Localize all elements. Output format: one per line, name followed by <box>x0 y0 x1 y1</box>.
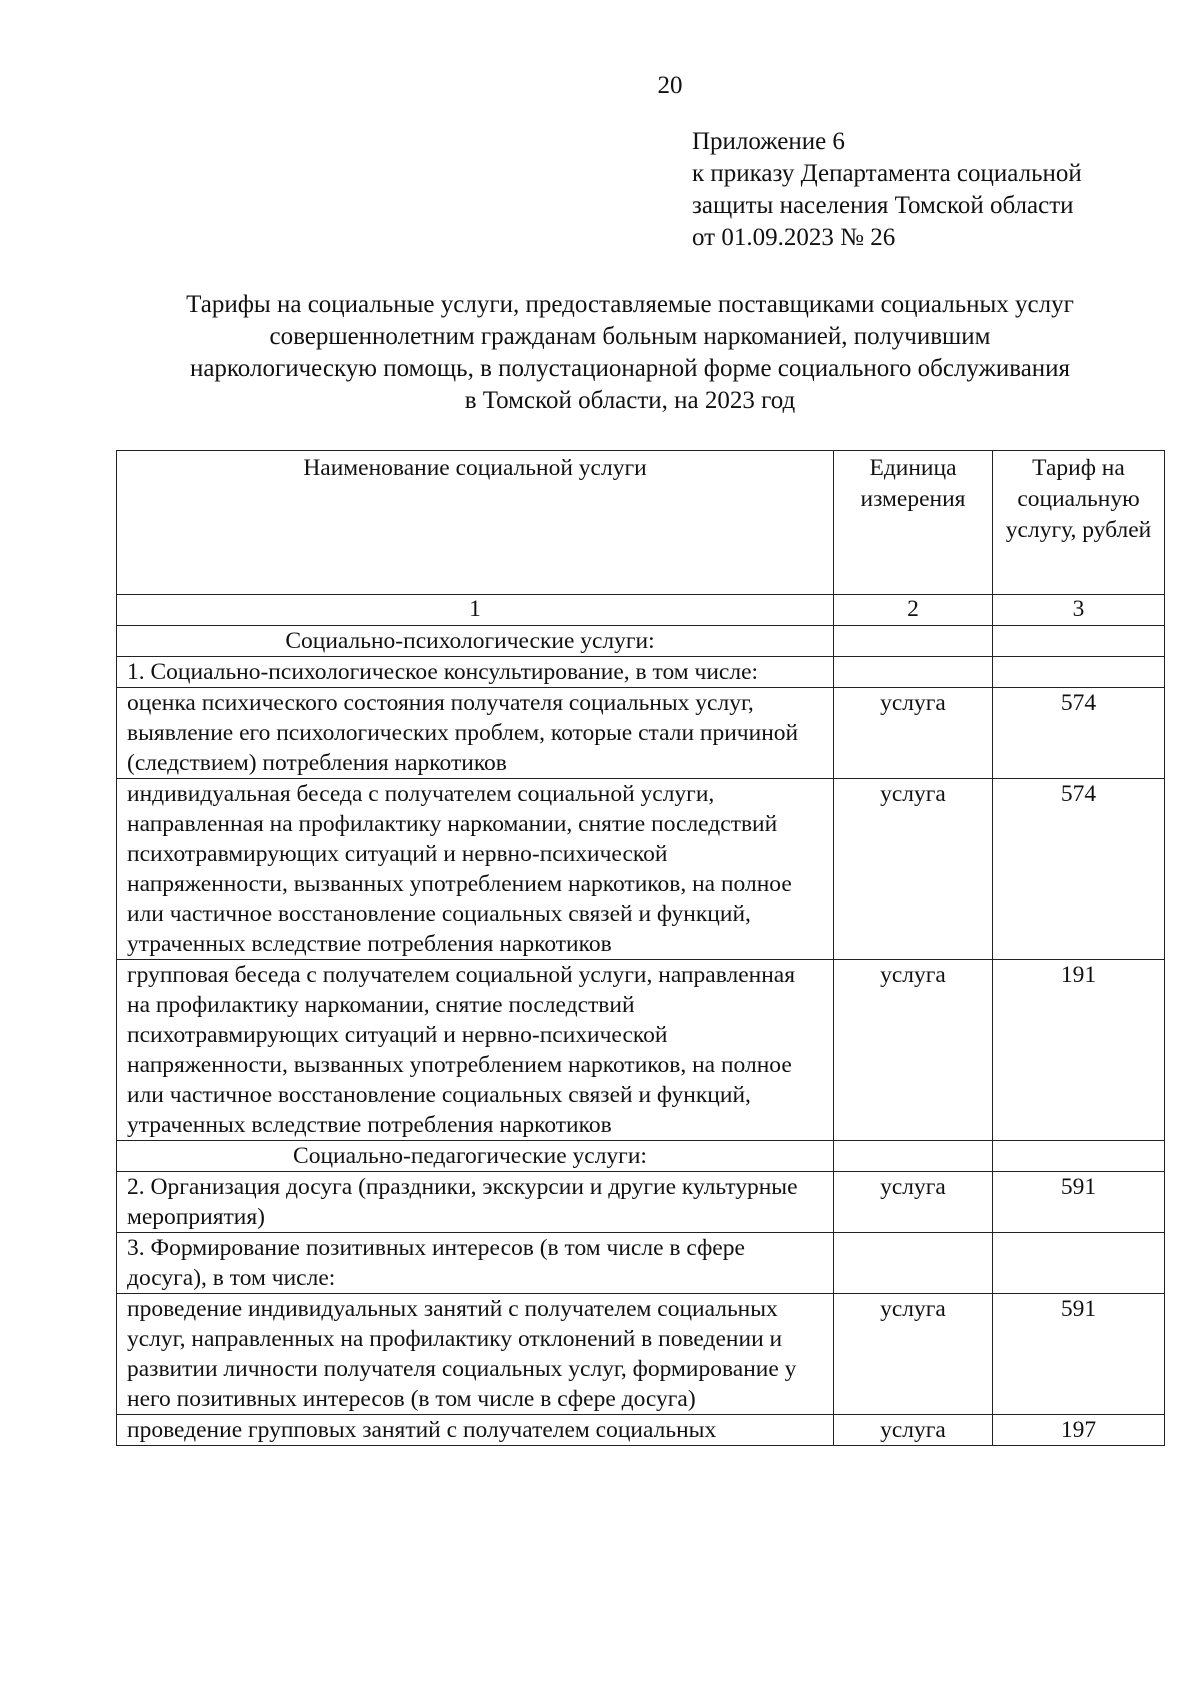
service-name-cell: проведение групповых занятий с получателем социальных <box>117 1415 834 1446</box>
table-row <box>117 688 1165 779</box>
unit-cell: услуга <box>834 688 993 779</box>
tariff-cell: 191 <box>993 960 1165 1141</box>
tariff-cell: 591 <box>993 1294 1165 1415</box>
header-service-name: Наименование социальной услуги <box>117 451 834 595</box>
table-row <box>117 1415 1165 1446</box>
tariff-cell <box>993 1233 1165 1294</box>
service-name-cell: 2. Организация досуга (праздники, экскурсии и другие культурные мероприятия) <box>117 1172 834 1233</box>
column-numbering-row <box>117 595 1165 626</box>
title-line: совершеннолетним гражданам больным наркоманией, получившим <box>269 323 991 350</box>
appendix-line: к приказу Департамента социальной <box>692 160 1082 187</box>
page-number: 20 <box>657 72 683 99</box>
tariff-cell: 591 <box>993 1172 1165 1233</box>
unit-cell <box>834 1141 993 1172</box>
tariff-cell: 197 <box>993 1415 1165 1446</box>
table-row <box>117 657 1165 688</box>
unit-cell <box>834 1233 993 1294</box>
unit-cell: услуга <box>834 779 993 960</box>
tariffs-table <box>116 450 1165 1446</box>
unit-cell: услуга <box>834 1415 993 1446</box>
tariff-cell <box>993 1141 1165 1172</box>
section-row <box>117 626 1165 657</box>
table-header-row <box>117 451 1165 595</box>
section-title: Социально-педагогические услуги: <box>117 1141 834 1172</box>
tariff-cell: 574 <box>993 779 1165 960</box>
table-row <box>117 1294 1165 1415</box>
column-number: 3 <box>993 595 1165 626</box>
service-name-cell: индивидуальная беседа с получателем социальной услуги, направленная на профилактику наркомании, снятие последствий психотравмирующих ситуаций и нервно-психической напряженности, вызванных употреблением наркотиков, на полное или частичное восстановление социальных связей и функций, утраченных вследствие потребления наркотиков <box>117 779 834 960</box>
header-unit: Единица измерения <box>834 451 993 595</box>
appendix-line: от 01.09.2023 № 26 <box>692 224 896 251</box>
appendix-block <box>692 126 1082 254</box>
table-row <box>117 779 1165 960</box>
column-number: 1 <box>117 595 834 626</box>
unit-cell: услуга <box>834 960 993 1141</box>
service-name-cell: 1. Социально-психологическое консультирование, в том числе: <box>117 657 834 688</box>
header-tariff: Тариф на социальную услугу, рублей <box>993 451 1165 595</box>
table-row <box>117 1233 1165 1294</box>
service-name-cell: проведение индивидуальных занятий с получателем социальных услуг, направленных на профилактику отклонений в поведении и развитии личности получателя социальных услуг, формирование у него позитивных интересов (в том числе в сфере досуга) <box>117 1294 834 1415</box>
unit-cell <box>834 657 993 688</box>
service-name-cell: 3. Формирование позитивных интересов (в том числе в сфере досуга), в том числе: <box>117 1233 834 1294</box>
table-row <box>117 1172 1165 1233</box>
document-title <box>118 289 1142 417</box>
title-line: в Томской области, на 2023 год <box>464 387 796 414</box>
title-line: наркологическую помощь, в полустационарной форме социального обслуживания <box>189 355 1071 382</box>
section-title: Социально-психологические услуги: <box>117 626 834 657</box>
unit-cell: услуга <box>834 1294 993 1415</box>
appendix-line: защиты населения Томской области <box>692 192 1074 219</box>
tariff-cell <box>993 657 1165 688</box>
unit-cell <box>834 626 993 657</box>
column-number: 2 <box>834 595 993 626</box>
appendix-line: Приложение 6 <box>692 128 845 155</box>
title-line: Тарифы на социальные услуги, предоставляемые поставщиками социальных услуг <box>186 291 1074 318</box>
tariff-cell <box>993 626 1165 657</box>
section-row <box>117 1141 1165 1172</box>
service-name-cell: групповая беседа с получателем социальной услуги, направленная на профилактику наркомании, снятие последствий психотравмирующих ситуаций и нервно-психической напряженности, вызванных употреблением наркотиков, на полное или частичное восстановление социальных связей и функций, утраченных вследствие потребления наркотиков <box>117 960 834 1141</box>
table-row <box>117 960 1165 1141</box>
unit-cell: услуга <box>834 1172 993 1233</box>
tariff-cell: 574 <box>993 688 1165 779</box>
service-name-cell: оценка психического состояния получателя социальных услуг, выявление его психологических проблем, которые стали причиной (следствием) потребления наркотиков <box>117 688 834 779</box>
